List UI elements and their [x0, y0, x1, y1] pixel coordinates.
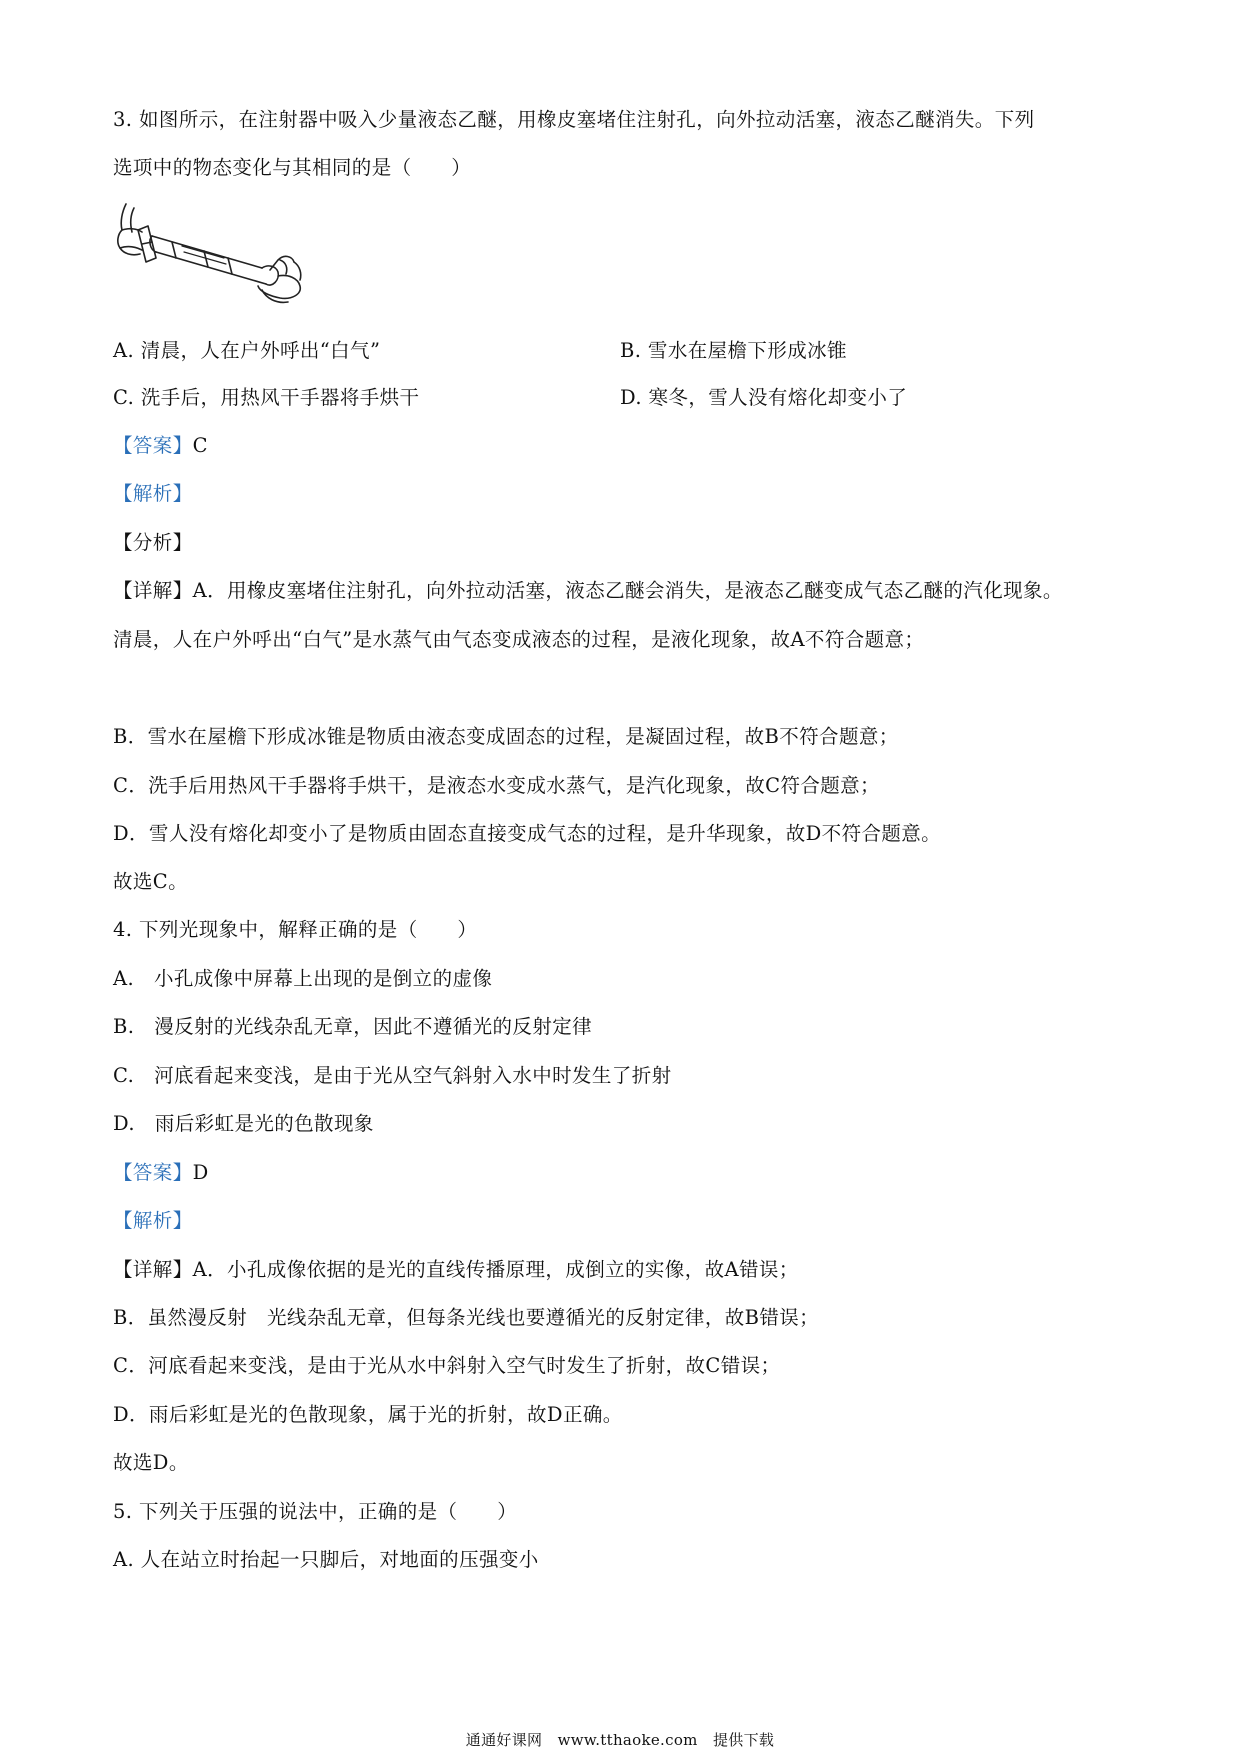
q5-option-a: A. 人在站立时抬起一只脚后，对地面的压强变小: [113, 1548, 539, 1571]
q4-option-b: B. 漫反射的光线杂乱无章，因此不遵循光的反射定律: [113, 1015, 593, 1038]
q3-conclusion: 故选C。: [113, 870, 189, 893]
q4-answer: D: [192, 1161, 209, 1184]
q3-option-d: D. 寒冬，雪人没有熔化却变小了: [620, 386, 908, 409]
q3-detail-d: D．雪人没有熔化却变小了是物质由固态直接变成气态的过程，是升华现象，故D不符合题意。: [113, 822, 942, 845]
syringe-illustration-icon: [112, 200, 307, 308]
q3-option-b: B. 雪水在屋檐下形成冰锥: [620, 339, 847, 362]
q4-detail-b: B．虽然漫反射 光线杂乱无章，但每条光线也要遵循光的反射定律，故B错误；: [113, 1306, 820, 1329]
page-footer: 通通好课网 www.tthaoke.com 提供下载: [465, 1731, 775, 1749]
q3-answer: C: [192, 434, 208, 457]
q3-option-a: A. 清晨，人在户外呼出“白气”: [113, 339, 381, 362]
q4-option-d: D. 雨后彩虹是光的色散现象: [113, 1112, 374, 1135]
q4-detail-tag: 【详解】: [113, 1258, 193, 1281]
q3-detail-line1: [113, 581, 1063, 601]
q3-fenxi-tag: 【分析】: [113, 531, 193, 554]
q3-detail-b: B．雪水在屋檐下形成冰锥是物质由液态变成固态的过程，是凝固过程，故B不符合题意；: [113, 725, 899, 748]
q4-detail-d: D．雨后彩虹是光的色散现象，属于光的折射，故D正确。: [113, 1403, 623, 1426]
q4-option-a: A. 小孔成像中屏幕上出现的是倒立的虚像: [113, 967, 493, 990]
q3-answer-line: [113, 436, 208, 456]
q4-answer-line: [113, 1163, 209, 1183]
q4-conclusion: 故选D。: [113, 1451, 189, 1474]
q3-answer-tag: 【答案】: [113, 434, 193, 457]
q4-detail-a: A．小孔成像依据的是光的直线传播原理，成倒立的实像，故A错误；: [192, 1258, 799, 1281]
q3-stem-line1: 3. 如图所示，在注射器中吸入少量液态乙醚，用橡皮塞堵住注射孔，向外拉动活塞，液态乙醚消失。下列: [113, 108, 1035, 131]
q3-detail-a1: A．用橡皮塞堵住注射孔，向外拉动活塞，液态乙醚会消失，是液态乙醚变成气态乙醚的汽化现象。: [192, 579, 1063, 602]
q3-analysis-tag: 【解析】: [113, 482, 193, 505]
q3-option-c: C. 洗手后，用热风干手器将手烘干: [113, 386, 420, 409]
q4-analysis-tag: 【解析】: [113, 1209, 193, 1232]
q4-stem: 4. 下列光现象中，解释正确的是（ ）: [113, 918, 478, 941]
q4-option-c: C. 河底看起来变浅，是由于光从空气斜射入水中时发生了折射: [113, 1064, 672, 1087]
q4-detail-c: C．河底看起来变浅，是由于光从水中斜射入空气时发生了折射，故C错误；: [113, 1354, 781, 1377]
q4-detail-line1: [113, 1260, 799, 1280]
q3-stem-line2: 选项中的物态变化与其相同的是（ ）: [113, 156, 472, 179]
q3-detail-tag: 【详解】: [113, 579, 193, 602]
q4-answer-tag: 【答案】: [113, 1161, 193, 1184]
q5-stem: 5. 下列关于压强的说法中，正确的是（ ）: [113, 1500, 518, 1523]
q3-detail-a2: 清晨，人在户外呼出“白气”是水蒸气由气态变成液态的过程，是液化现象，故A不符合题意；: [113, 628, 925, 651]
q3-detail-c: C．洗手后用热风干手器将手烘干，是液态水变成水蒸气，是汽化现象，故C符合题意；: [113, 774, 880, 797]
